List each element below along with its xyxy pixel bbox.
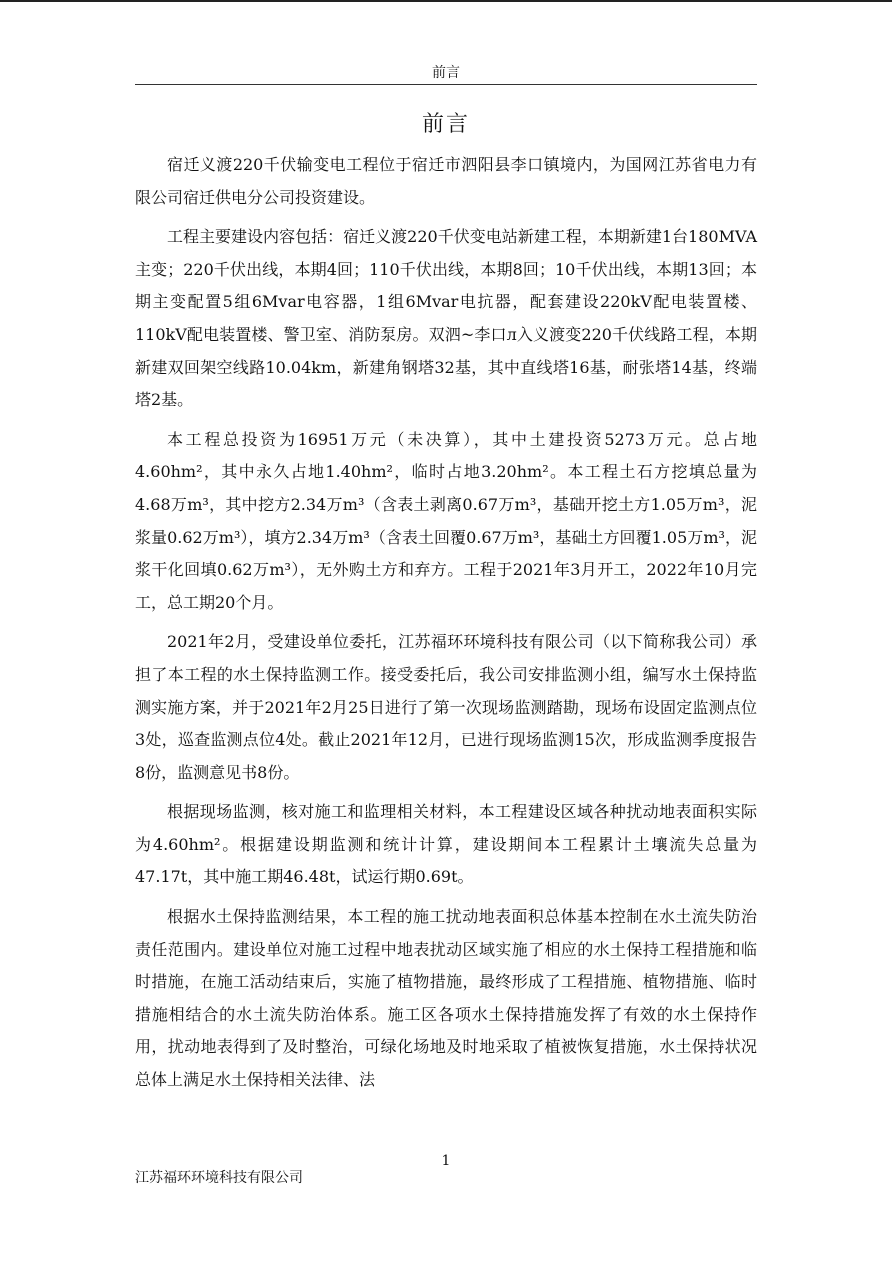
- paragraph-soil-loss: 根据现场监测，核对施工和监理相关材料，本工程建设区域各种扰动地表面积实际为4.60hm²。根据建设期监测和统计计算，建设期间本工程累计土壤流失总量为47.17t，其中施工期46.48t，试运行期0.69t。: [135, 802, 757, 887]
- paragraph-monitoring-results: 根据水土保持监测结果，本工程的施工扰动地表面积总体基本控制在水土流失防治责任范围内。建设单位对施工过程中地表扰动区域实施了相应的水土保持工程措施和临时措施，在施工活动结束后，实施了植物措施，最终形成了工程措施、植物措施、临时措施相结合的水土流失防治体系。施工区各项水土保持措施发挥了有效的水土保持作用，扰动地表得到了及时整治，可绿化场地及时地采取了植被恢复措施，水土保持状况总体上满足水土保持相关法律、法: [135, 907, 757, 1090]
- page-number: 1: [441, 1153, 451, 1169]
- paragraph-project-location: 宿迁义渡220千伏输变电工程位于宿迁市泗阳县李口镇境内，为国网江苏省电力有限公司宿迁供电分公司投资建设。: [135, 155, 757, 207]
- paragraph-construction-content: 工程主要建设内容包括：宿迁义渡220千伏变电站新建工程，本期新建1台180MVA主变；220千伏出线，本期4回；110千伏出线，本期8回；10千伏出线，本期13回；本期主变配置5组6Mvar电容器，1组6Mvar电抗器，配套建设220kV配电装置楼、110kV配电装置楼、警卫室、消防泵房。双泗~李口л入义渡变220千伏线路工程，本期新建双回架空线路10.04km，新建角钢塔32基，其中直线塔16基，耐张塔14基，终端塔2基。: [135, 227, 757, 410]
- header-rule: [135, 84, 757, 85]
- paragraph-investment-earthwork: 本工程总投资为16951万元（未决算），其中土建投资5273万元。总占地4.60hm²，其中永久占地1.40hm²，临时占地3.20hm²。本工程土石方挖填总量为4.68万m³，其中挖方2.34万m³（含表土剥离0.67万m³，基础开挖土方1.05万m³，泥浆量0.62万m³），填方2.34万m³（含表土回覆0.67万m³，基础土方回覆1.05万m³，泥浆干化回填0.62万m³），无外购土方和弃方。工程于2021年3月开工，2022年10月完工，总工期20个月。: [135, 429, 757, 612]
- body-text: [135, 149, 757, 1104]
- footer-company: 江苏福环环境科技有限公司: [135, 1170, 303, 1186]
- running-header: 前言: [432, 65, 460, 81]
- page-title: 前言: [421, 112, 470, 137]
- paragraph-monitoring-work: 2021年2月，受建设单位委托，江苏福环环境科技有限公司（以下简称我公司）承担了本工程的水土保持监测工作。接受委托后，我公司安排监测小组，编写水土保持监测实施方案，并于2021年2月25日进行了第一次现场监测踏勘，现场布设固定监测点位3处，巡查监测点位4处。截止2021年12月，已进行现场监测15次，形成监测季度报告8份，监测意见书8份。: [135, 632, 757, 782]
- top-border-line: [0, 0, 892, 2]
